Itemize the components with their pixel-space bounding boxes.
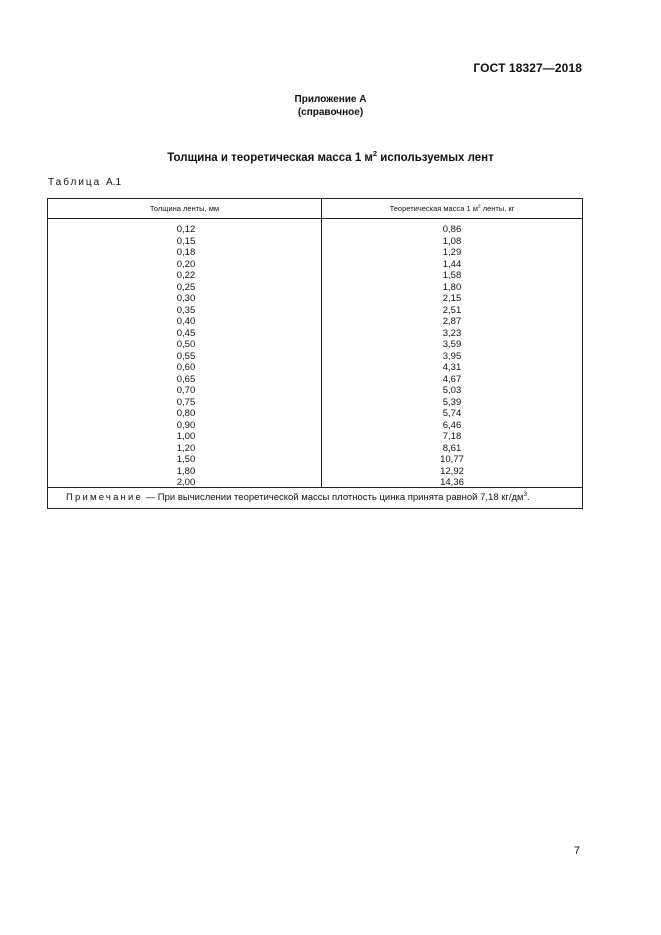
table-label-number: А.1 <box>106 177 122 188</box>
table-row <box>48 431 582 443</box>
table-heading-text: Толщина и теоретическая масса 1 м <box>167 152 373 164</box>
cell-thickness: 0,50 <box>176 339 196 350</box>
table-row <box>48 305 582 317</box>
cell-mass: 7,18 <box>442 431 462 442</box>
table-row <box>48 247 582 259</box>
cell-thickness: 0,20 <box>176 258 196 270</box>
table-row <box>48 374 582 386</box>
cell-mass: 2,51 <box>442 304 462 316</box>
table-row <box>48 282 582 294</box>
cell-thickness: 1,20 <box>176 442 196 454</box>
table-row <box>48 259 582 271</box>
cell-thickness: 0,70 <box>176 385 196 396</box>
table-label-word: Таблица <box>48 177 102 188</box>
note-end: . <box>527 492 530 503</box>
table-row <box>48 236 582 248</box>
appendix-title: Приложение А <box>294 94 367 105</box>
cell-thickness: 0,18 <box>176 247 196 258</box>
cell-mass: 0,86 <box>442 224 462 235</box>
table-row <box>48 224 582 236</box>
table-row <box>48 316 582 328</box>
cell-thickness: 0,12 <box>176 224 196 235</box>
cell-mass: 3,23 <box>442 327 462 339</box>
table-row <box>48 466 582 478</box>
column-header-mass-text: Теоретическая масса 1 м <box>389 204 478 213</box>
cell-mass: 3,59 <box>442 339 462 350</box>
cell-mass: 3,95 <box>442 350 462 362</box>
cell-mass: 1,44 <box>442 258 462 270</box>
table-row <box>48 420 582 432</box>
cell-thickness: 2,00 <box>176 477 196 488</box>
cell-mass: 4,31 <box>442 362 462 373</box>
cell-thickness: 1,00 <box>176 431 196 442</box>
note-text: — При вычислении теоретической массы плотность цинка принята равной 7,18 кг/дм <box>143 492 524 503</box>
table-note <box>48 487 582 508</box>
cell-thickness: 0,65 <box>176 373 196 385</box>
cell-thickness: 0,55 <box>176 350 196 362</box>
cell-mass: 12,92 <box>440 465 464 477</box>
appendix-heading <box>0 93 661 119</box>
cell-thickness: 0,30 <box>176 293 196 304</box>
cell-thickness: 0,80 <box>176 408 196 419</box>
column-header-mass <box>322 199 582 218</box>
cell-thickness: 0,90 <box>176 419 196 431</box>
table-heading <box>0 149 661 164</box>
table-row <box>48 339 582 351</box>
column-header-mass-superscript: 2 <box>477 204 481 210</box>
cell-mass: 5,74 <box>442 408 462 419</box>
cell-mass: 8,61 <box>442 442 462 454</box>
note-superscript: 3 <box>523 490 528 498</box>
table-row <box>48 351 582 363</box>
cell-mass: 1,08 <box>442 235 462 247</box>
cell-mass: 4,67 <box>442 373 462 385</box>
cell-thickness: 0,40 <box>176 316 196 327</box>
table-heading-text-end: используемых лент <box>377 152 494 164</box>
cell-thickness: 1,80 <box>176 465 196 477</box>
table-row <box>48 408 582 420</box>
cell-mass: 1,29 <box>442 247 462 258</box>
table-row <box>48 328 582 340</box>
document-code: ГОСТ 18327—2018 <box>473 61 582 75</box>
page-number: 7 <box>573 845 580 857</box>
column-header-mass-text-end: ленты, кг <box>480 204 515 213</box>
table-body <box>48 219 582 488</box>
table-row <box>48 385 582 397</box>
cell-thickness: 1,50 <box>176 454 196 465</box>
table-row <box>48 293 582 305</box>
cell-mass: 2,87 <box>442 316 462 327</box>
column-header-thickness: Толщина ленты, мм <box>48 199 322 218</box>
cell-thickness: 0,25 <box>176 281 196 293</box>
table-row <box>48 397 582 409</box>
table-heading-superscript: 2 <box>372 149 378 159</box>
cell-mass: 1,58 <box>442 270 462 281</box>
cell-mass: 5,39 <box>442 396 462 408</box>
table-rows <box>48 224 582 489</box>
note-lead: Примечание <box>66 492 143 503</box>
cell-mass: 14,36 <box>440 477 464 488</box>
table-label <box>48 177 121 188</box>
cell-thickness: 0,22 <box>176 270 196 281</box>
table-row <box>48 443 582 455</box>
cell-mass: 6,46 <box>442 419 462 431</box>
cell-thickness: 0,60 <box>176 362 196 373</box>
table-row <box>48 454 582 466</box>
table-row <box>48 362 582 374</box>
data-table <box>47 198 583 509</box>
table-header <box>48 199 582 219</box>
table-row <box>48 270 582 282</box>
cell-thickness: 0,15 <box>176 235 196 247</box>
cell-thickness: 0,75 <box>176 396 196 408</box>
appendix-subtitle: (справочное) <box>297 107 364 118</box>
cell-thickness: 0,35 <box>176 304 196 316</box>
cell-thickness: 0,45 <box>176 327 196 339</box>
cell-mass: 5,03 <box>442 385 462 396</box>
cell-mass: 1,80 <box>442 281 462 293</box>
cell-mass: 2,15 <box>442 293 462 304</box>
cell-mass: 10,77 <box>440 454 464 465</box>
